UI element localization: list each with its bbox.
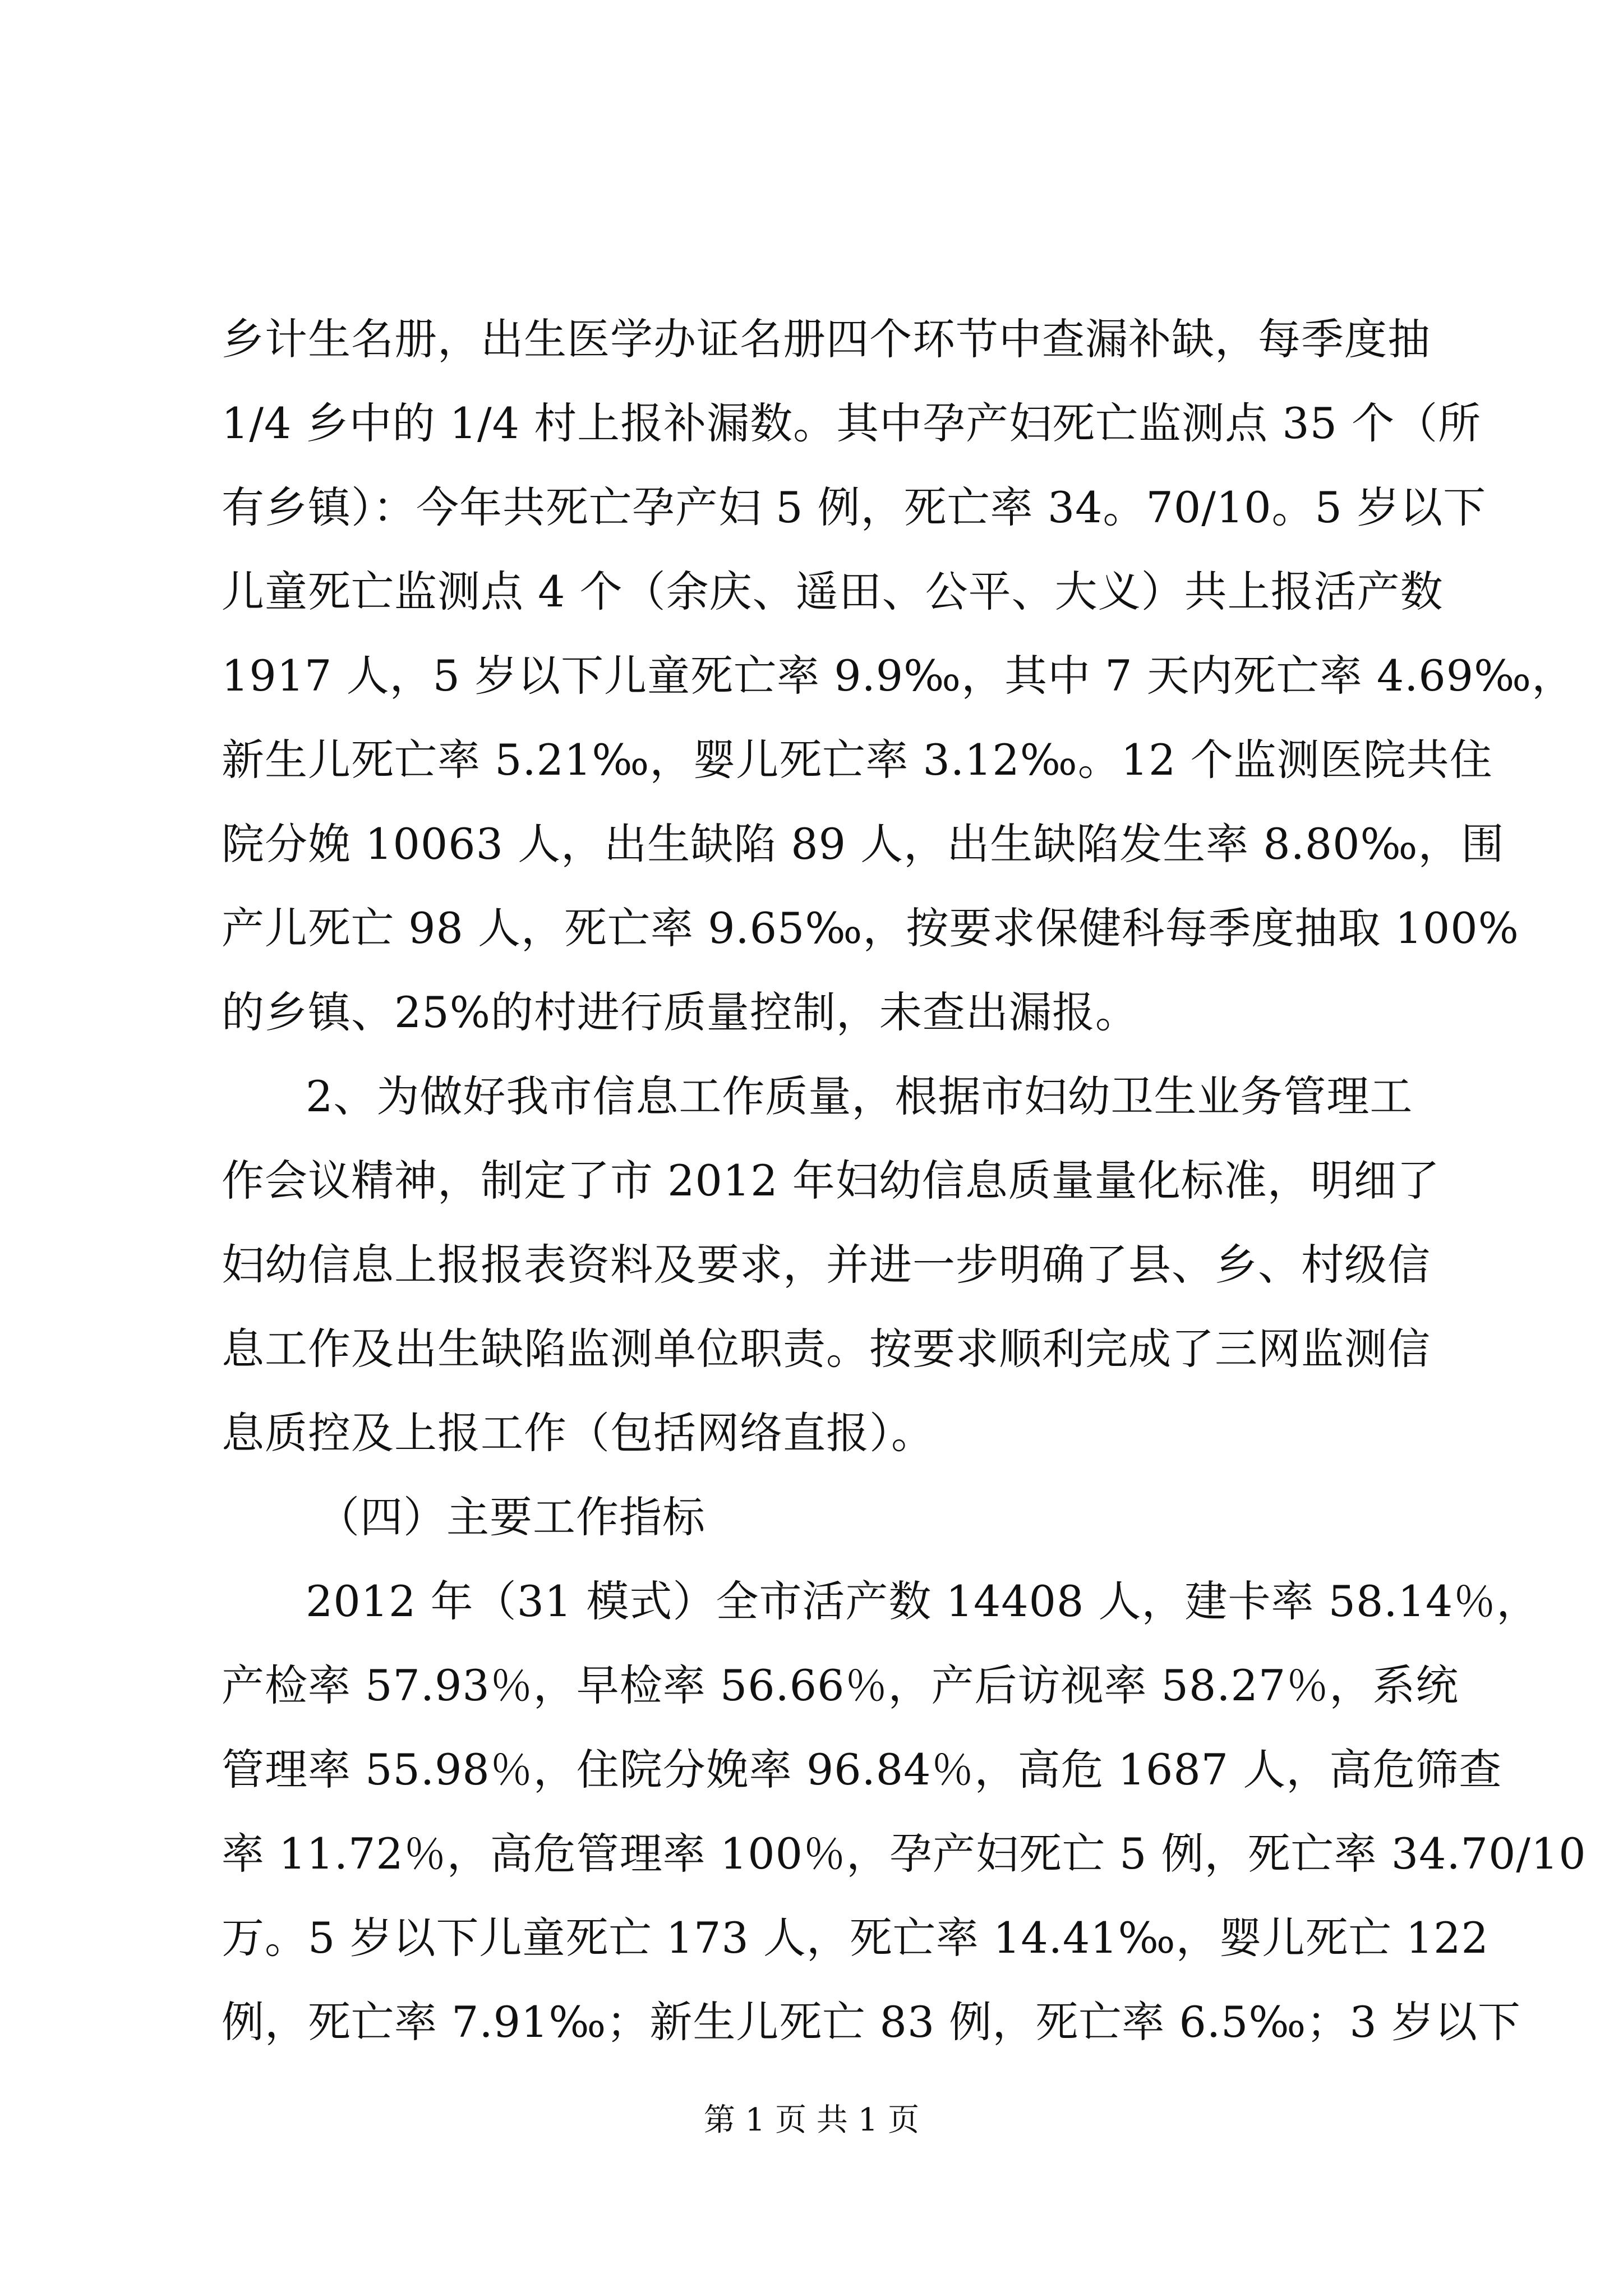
text-line: 有乡镇）：今年共死亡孕产妇 5 例，死亡率 34。70/10。5 岁以下 bbox=[222, 482, 1487, 532]
text-line: 息质控及上报工作（包括网络直报）。 bbox=[222, 1408, 934, 1458]
text-line: 新生儿死亡率 5.21‰，婴儿死亡率 3.12‰。12 个监测医院共住 bbox=[222, 735, 1493, 785]
text-line: 1/4 乡中的 1/4 村上报补漏数。其中孕产妇死亡监测点 35 个（所 bbox=[222, 398, 1482, 448]
text-line: 妇幼信息上报报表资料及要求，并进一步明确了县、乡、村级信 bbox=[222, 1240, 1431, 1290]
page-footer bbox=[0, 2098, 1623, 2143]
text-line: 息工作及出生缺陷监测单位职责。按要求顺利完成了三网监测信 bbox=[222, 1324, 1431, 1374]
text-line: 管理率 55.98％，住院分娩率 96.84％，高危 1687 人，高危筛查 bbox=[222, 1745, 1502, 1795]
paragraph-start-line: 2012 年（31 模式）全市活产数 14408 人，建卡率 58.14％， bbox=[306, 1576, 1540, 1626]
text-line: 产检率 57.93％，早检率 56.66％，产后访视率 58.27％，系统 bbox=[222, 1660, 1459, 1710]
text-line: 院分娩 10063 人，出生缺陷 89 人，出生缺陷发生率 8.80‰，围 bbox=[222, 819, 1505, 869]
text-line: 产儿死亡 98 人，死亡率 9.65‰，按要求保健科每季度抽取 100% bbox=[222, 903, 1519, 953]
page-number-label: 第 1 页 共 1 页 bbox=[703, 2102, 920, 2138]
section-heading: （四）主要工作指标 bbox=[317, 1492, 706, 1542]
text-line: 万。5 岁以下儿童死亡 173 人，死亡率 14.41‰，婴儿死亡 122 bbox=[222, 1913, 1489, 1963]
text-line: 1917 人，5 岁以下儿童死亡率 9.9‰，其中 7 天内死亡率 4.69‰， bbox=[222, 651, 1575, 701]
text-line: 的乡镇、25%的村进行质量控制，未查出漏报。 bbox=[222, 987, 1138, 1037]
text-line: 例，死亡率 7.91‰；新生儿死亡 83 例，死亡率 6.5‰；3 岁以下 bbox=[222, 1997, 1521, 2047]
text-line: 作会议精神，制定了市 2012 年妇幼信息质量量化标准，明细了 bbox=[222, 1156, 1440, 1205]
paragraph-start-line: 2、为做好我市信息工作质量，根据市妇幼卫生业务管理工 bbox=[306, 1071, 1413, 1121]
text-line: 儿童死亡监测点 4 个（余庆、遥田、公平、大义）共上报活产数 bbox=[222, 567, 1444, 616]
text-line: 率 11.72％，高危管理率 100％，孕产妇死亡 5 例，死亡率 34.70/10 bbox=[222, 1829, 1587, 1879]
document-body bbox=[222, 297, 1587, 2064]
text-line: 乡计生名册，出生医学办证名册四个环节中查漏补缺，每季度抽 bbox=[222, 314, 1431, 364]
